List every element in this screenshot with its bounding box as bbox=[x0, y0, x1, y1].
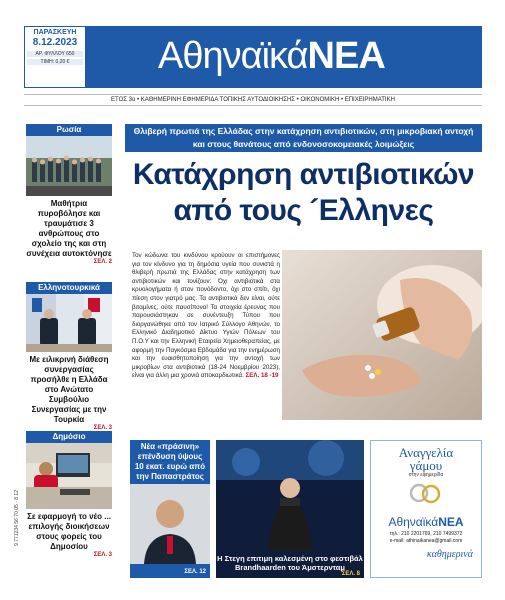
lead-banner: Θλιβερή πρωτιά της Ελλάδας στην κατάχρηση αντιβιοτικών, στη μικροβιακή αντοχή και στους θανάτους από ενδονοσοκομειακές λοιμώξεις bbox=[125, 124, 482, 152]
page-ref: ΣΕΛ. 12 bbox=[184, 569, 206, 575]
issue-number: ΑΡ. ΦΥΛΛΟΥ 650 bbox=[27, 51, 83, 57]
sidebar-story-public-sector[interactable] bbox=[26, 431, 112, 558]
portrait-photo bbox=[130, 484, 210, 564]
newspaper-logo bbox=[158, 34, 385, 78]
pills-photo bbox=[282, 250, 482, 420]
headline-line-1: Κατάχρηση αντιβιοτικών bbox=[132, 158, 475, 191]
ad-logo-bold: ΝΕΑ bbox=[438, 515, 464, 529]
ad-brand: καθημερινά bbox=[426, 549, 473, 560]
masthead bbox=[24, 26, 482, 88]
ad-email: e-mail: athinaikanea@gmail.com bbox=[389, 538, 463, 544]
masthead-subline: ΕΤΟΣ 3ο • ΚΑΘΗΜΕΡΙΝΗ ΕΦΗΜΕΡΙΔΑ ΤΟΠΙΚΗΣ ΑΥΤΟΔΙΟΙΚΗΣΗΣ • ΟΙΚΟΝΟΜΙΚΗ • ΕΠΙΧΕΙΡΗΜΑΤΙΚΗ bbox=[24, 94, 482, 106]
school-photo bbox=[26, 136, 112, 196]
headline-line-2: από τους ´Ελληνες bbox=[173, 194, 434, 227]
ad-title-line-1: Αναγγελία bbox=[398, 445, 454, 460]
ad-phone: τηλ.: 210 2201769, 210 7499372 bbox=[389, 531, 463, 537]
ad-title-line-2: γάμου bbox=[409, 458, 443, 473]
logo-bold: ΝΕΑ bbox=[307, 35, 385, 77]
ad-subtitle: στην εφημερίδα bbox=[408, 472, 444, 478]
page-ref: ΣΕΛ. 2 bbox=[93, 259, 112, 265]
lead-body-text: Τον κώδωνα του κινδύνου κρούουν οι επιστήμονες για τον κίνδυνο για τη δημόσια υγεία που συνιστά η θλιβερή πρωτιά της Ελλάδας στην κατάχρηση των αντιβιοτικών και τονίζουν: Όχι αντιβιοτικά στα κρυολογήματα ή στον πονόδοντο, όχι στο σπίτι, όχι πίεση στον γιατρό μας. Τα αντιβιοτικά δεν είναι, ούτε βιταμίνες, ούτε παυσίπονα! Τα στοιχεία έρευνας που παρουσιάστηκαν σε συνέντευξη Τύπου που διοργανώθηκε από τον Ιατρικό Σύλλογο Αθηνών, το Ελληνικό Διαδημοτικό Δίκτυο Υγιών Πόλεων του Π.Ο.Υ και την Ελληνική Εταιρεία Χημειοθεραπείας, με αφορμή την Παγκόσμια Εβδομάδα για την ενημέρωση και την ευαισθητοποίηση για την αντοχή των μικροβίων στα αντιβιοτικά (18-24 Νοεμβρίου 2023), είναι για άλλη μια χρονιά αποκαρδιωτικά. bbox=[132, 252, 280, 380]
ad-logo-light: Αθηναϊκά bbox=[388, 515, 439, 529]
sidebar-story-greek-turkish[interactable] bbox=[26, 282, 112, 431]
story-text: Νέα «πράσινη» επένδυση ύψους 10 εκατ. ευρώ από την Παπαστράτος bbox=[134, 442, 206, 481]
page-ref: ΣΕΛ. 3 bbox=[93, 552, 112, 558]
story-text: Μαθήτρια πυροβόλησε και τραυμάτισε 3 ανθρώπους στο σχολείο της και στη συνέχεια αυτοκτόνησε bbox=[26, 199, 112, 258]
lead-headline[interactable] bbox=[125, 157, 482, 235]
page-ref: ΣΕΛ. 8 bbox=[341, 571, 360, 577]
date-label: 8.12.2023 bbox=[32, 37, 78, 48]
section-label: Ρωσία bbox=[26, 124, 112, 136]
lead-body bbox=[132, 252, 280, 381]
ad-title bbox=[371, 446, 481, 472]
story-text: Η Στεγη επιτιμη καλεσμένη στο φεστιβάλ Brandhaarden του Άμστερνταμ bbox=[217, 554, 363, 572]
date-box bbox=[24, 26, 86, 88]
story-text: Σε εφαρμογή το νέο ... επιλογής διοικήσεων στους φορείς του Δημοσίου bbox=[27, 512, 111, 551]
day-label: ΠΑΡΑΣΚΕΥΗ bbox=[33, 29, 77, 36]
page-ref: ΣΕΛ. 18 -19 bbox=[245, 372, 279, 380]
sidebar-story-russia[interactable] bbox=[26, 124, 112, 265]
price-label: ΤΙΜΗ: 0,20 € bbox=[27, 59, 83, 65]
ad-contact bbox=[371, 531, 481, 545]
story-stegi-festival[interactable] bbox=[216, 440, 364, 578]
logo-light: Αθηναϊκά bbox=[158, 35, 308, 77]
barcode-text: 9 771234 56 70 05 · 8 12 bbox=[14, 490, 20, 546]
story-text: Με ειλικρινή διάθεση συνεργασίας προσήλθε η Ελλάδα στο Ανώτατο Συμβούλιο Συνεργασίας με την Τουρκία bbox=[29, 355, 109, 424]
rings-icon bbox=[371, 478, 481, 508]
page-ref: ΣΕΛ. 3 bbox=[93, 425, 112, 431]
story-papastratos[interactable] bbox=[130, 440, 210, 578]
section-label: Ελληνοτουρκικά bbox=[26, 282, 112, 294]
ad-logo bbox=[371, 515, 481, 529]
meeting-photo bbox=[26, 294, 112, 352]
office-photo bbox=[26, 443, 112, 509]
section-label: Δημόσιο bbox=[26, 431, 112, 443]
wedding-announcement-ad[interactable] bbox=[370, 440, 482, 578]
